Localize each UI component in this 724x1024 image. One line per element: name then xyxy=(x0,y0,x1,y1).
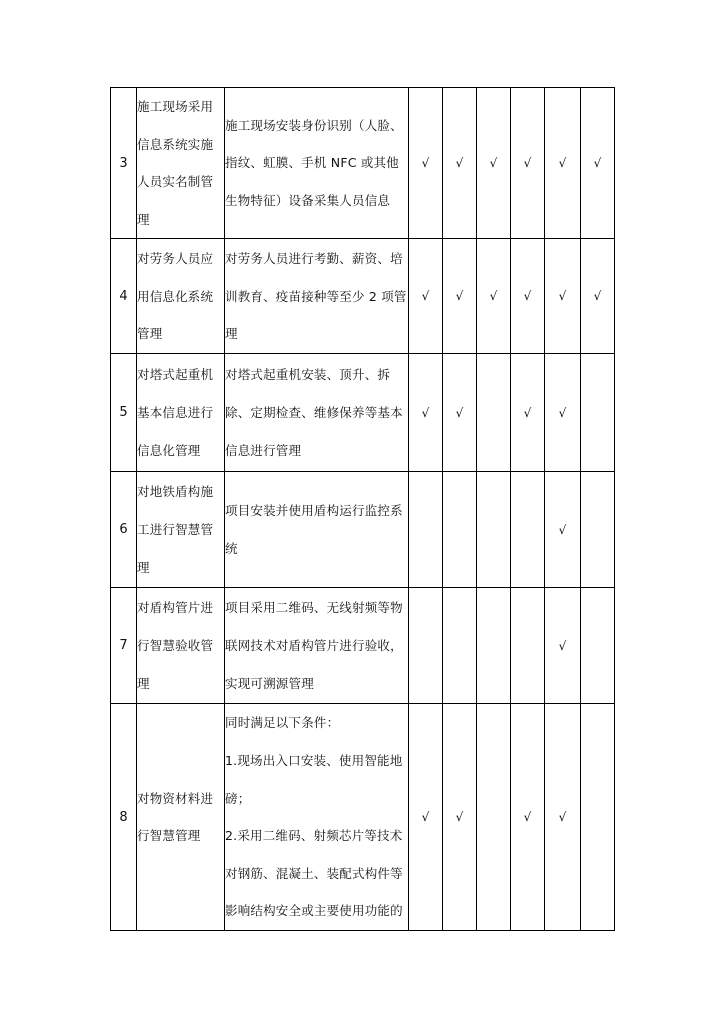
item-name-line: 对劳务人员应 xyxy=(137,250,214,266)
requirement-line: 训教育、疫苗接种等至少 2 项管 xyxy=(225,288,407,304)
requirement-line: 对劳务人员进行考勤、薪资、培 xyxy=(225,250,403,266)
item-name-line: 工进行智慧管 xyxy=(137,522,214,538)
check-mark-cell: √ xyxy=(409,239,443,354)
table-row xyxy=(111,354,615,472)
row-number: 3 xyxy=(111,88,137,239)
item-name-cell xyxy=(137,704,225,931)
check-mark-cell: √ xyxy=(477,239,511,354)
requirement-line: 2.采用二维码、射频芯片等技术 xyxy=(225,828,403,844)
check-mark-cell: √ xyxy=(477,88,511,239)
requirement-line: 统 xyxy=(225,540,238,556)
item-name-line: 对地铁盾构施 xyxy=(137,484,214,500)
item-name-cell xyxy=(137,588,225,704)
row-number: 5 xyxy=(111,354,137,472)
item-name-line: 管理 xyxy=(137,326,163,342)
item-name-line: 用信息化系统 xyxy=(137,288,214,304)
table-row xyxy=(111,88,615,239)
check-mark-cell xyxy=(581,472,615,588)
requirement-line: 同时满足以下条件： xyxy=(225,715,340,731)
requirement-cell xyxy=(225,239,409,354)
requirement-cell xyxy=(225,88,409,239)
item-name-cell xyxy=(137,354,225,472)
row-number: 4 xyxy=(111,239,137,354)
item-name-line: 施工现场采用 xyxy=(137,99,214,114)
check-mark-cell: √ xyxy=(511,88,545,239)
item-name-line: 信息系统实施 xyxy=(137,136,214,152)
item-name-line: 对盾构管片进 xyxy=(137,600,214,616)
check-mark-cell: √ xyxy=(443,239,477,354)
check-mark-cell: √ xyxy=(409,88,443,239)
requirement-line: 对钢筋、混凝土、装配式构件等 xyxy=(225,865,403,881)
requirement-line: 理 xyxy=(225,326,238,342)
requirement-line: 施工现场安装身份识别（人脸、 xyxy=(225,117,403,133)
item-name-line: 信息化管理 xyxy=(137,442,201,458)
check-mark-cell: √ xyxy=(545,472,581,588)
requirement-cell xyxy=(225,472,409,588)
item-name-cell xyxy=(137,239,225,354)
table-body xyxy=(111,88,615,931)
requirement-line: 对塔式起重机安装、顶升、拆 xyxy=(225,367,391,383)
check-mark-cell xyxy=(477,354,511,472)
table-row xyxy=(111,472,615,588)
item-name-line: 行智慧验收管 xyxy=(137,638,214,654)
check-mark-cell xyxy=(581,354,615,472)
check-mark-cell: √ xyxy=(545,239,581,354)
check-mark-cell xyxy=(511,588,545,704)
item-name-line: 对塔式起重机 xyxy=(137,367,214,383)
requirement-line: 项目采用二维码、无线射频等物 xyxy=(225,600,403,616)
requirement-cell xyxy=(225,588,409,704)
check-mark-cell: √ xyxy=(511,354,545,472)
check-mark-cell: √ xyxy=(443,354,477,472)
requirement-line: 实现可溯源管理 xyxy=(225,675,314,691)
check-mark-cell xyxy=(581,704,615,931)
check-mark-cell xyxy=(477,588,511,704)
check-mark-cell xyxy=(409,588,443,704)
check-mark-cell: √ xyxy=(545,88,581,239)
check-mark-cell: √ xyxy=(545,588,581,704)
row-number: 8 xyxy=(111,704,137,931)
check-mark-cell: √ xyxy=(545,354,581,472)
requirement-line: 信息进行管理 xyxy=(225,442,302,458)
check-mark-cell: √ xyxy=(581,239,615,354)
check-mark-cell: √ xyxy=(409,704,443,931)
requirement-line: 联网技术对盾构管片进行验收， xyxy=(225,638,403,654)
item-name-line: 对物资材料进 xyxy=(137,790,214,806)
item-name-line: 理 xyxy=(137,211,150,227)
item-name-cell xyxy=(137,472,225,588)
check-mark-cell: √ xyxy=(581,88,615,239)
check-mark-cell xyxy=(511,472,545,588)
requirement-line: 除、定期检查、维修保养等基本 xyxy=(225,405,403,421)
check-mark-cell xyxy=(477,704,511,931)
requirement-cell xyxy=(225,704,409,931)
check-mark-cell: √ xyxy=(443,88,477,239)
requirement-line: 项目安装并使用盾构运行监控系 xyxy=(225,503,403,519)
requirement-line: 生物特征）设备采集人员信息 xyxy=(225,192,391,208)
item-name-line: 理 xyxy=(137,559,150,575)
item-name-line: 基本信息进行 xyxy=(137,405,214,421)
row-number: 7 xyxy=(111,588,137,704)
check-mark-cell xyxy=(581,588,615,704)
check-mark-cell xyxy=(443,588,477,704)
check-mark-cell: √ xyxy=(545,704,581,931)
table-row xyxy=(111,704,615,931)
check-mark-cell: √ xyxy=(409,354,443,472)
check-mark-cell xyxy=(443,472,477,588)
table-row xyxy=(111,239,615,354)
item-name-line: 人员实名制管 xyxy=(137,174,214,190)
table-row xyxy=(111,588,615,704)
check-mark-cell xyxy=(477,472,511,588)
row-number: 6 xyxy=(111,472,137,588)
requirements-table xyxy=(110,87,615,931)
requirement-line: 指纹、虹膜、手机 NFC 或其他 xyxy=(225,155,399,171)
requirement-line: 1.现场出入口安装、使用智能地 xyxy=(225,752,403,768)
requirement-line: 磅； xyxy=(225,790,251,806)
requirement-line: 影响结构安全或主要使用功能的 xyxy=(225,903,403,919)
item-name-cell xyxy=(137,88,225,239)
check-mark-cell: √ xyxy=(511,704,545,931)
check-mark-cell: √ xyxy=(443,704,477,931)
item-name-line: 理 xyxy=(137,675,150,691)
check-mark-cell: √ xyxy=(511,239,545,354)
check-mark-cell xyxy=(409,472,443,588)
item-name-line: 行智慧管理 xyxy=(137,828,201,844)
requirement-cell xyxy=(225,354,409,472)
